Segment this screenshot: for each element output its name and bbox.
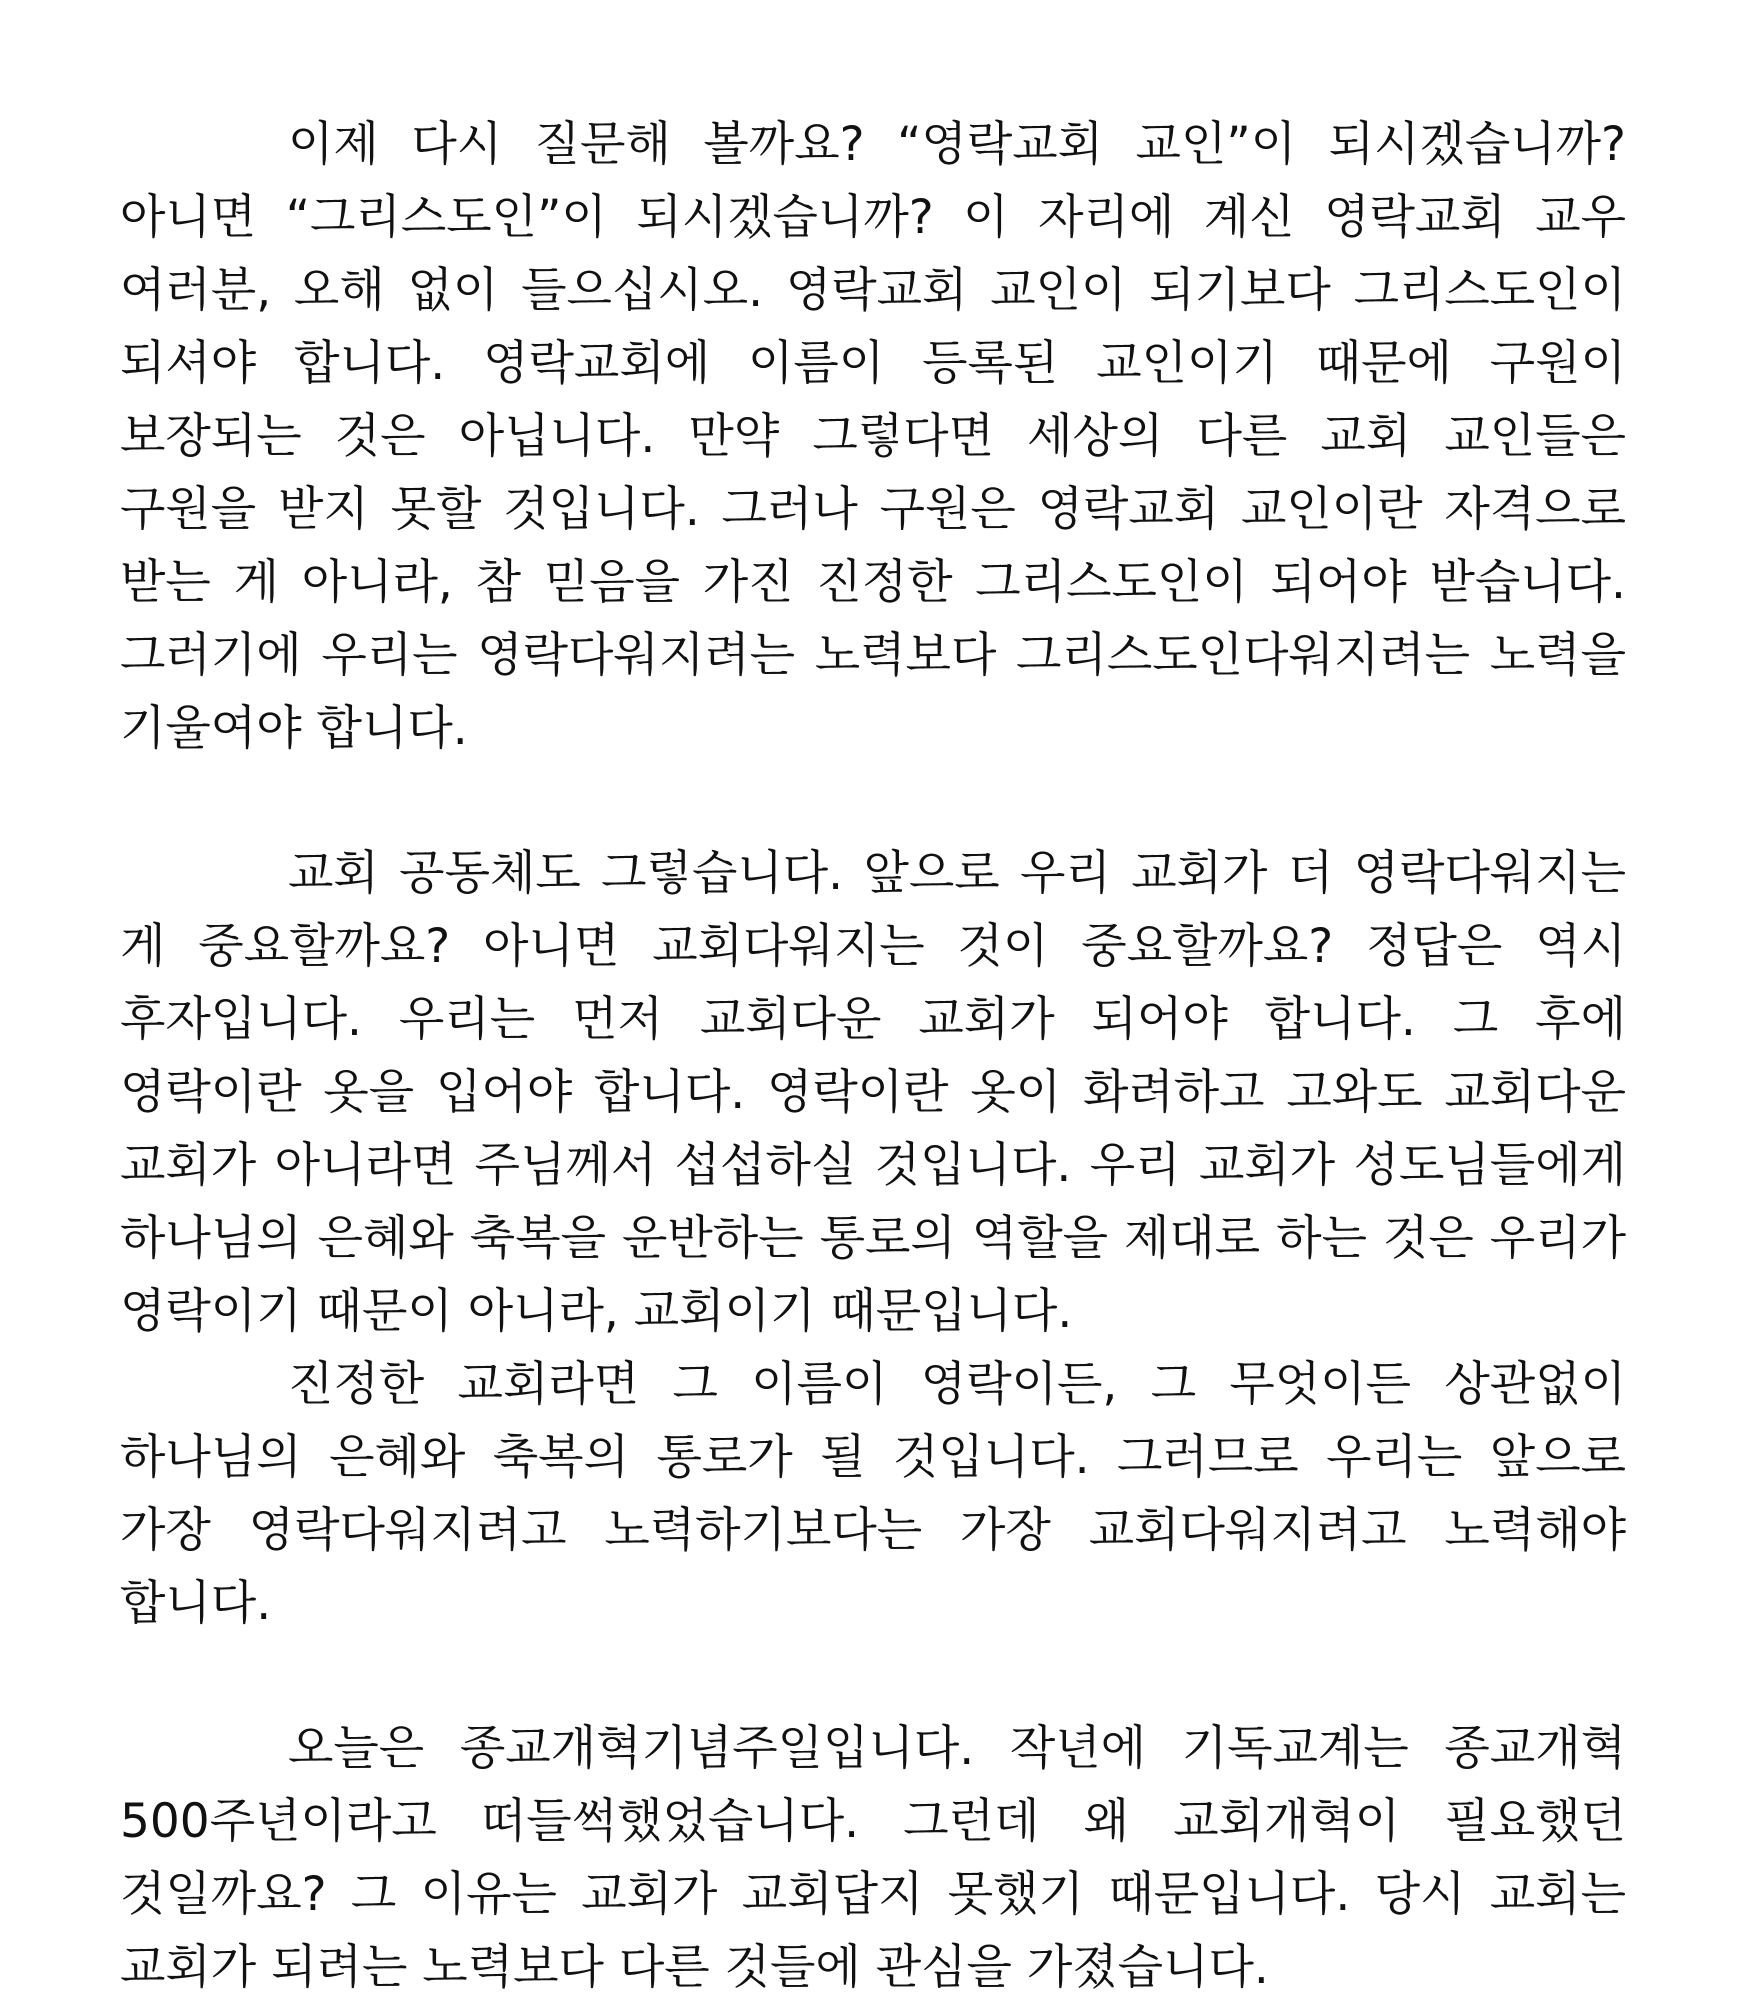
paragraph-true-church: 진정한 교회라면 그 이름이 영락이든, 그 무엇이든 상관없이 하나님의 은혜와 축복의 통로가 될 것입니다. 그러므로 우리는 앞으로 가장 영락다워지려고 노력하기보다는 가장 교회다워지려고 노력해야 합니다. <box>120 1357 1626 1631</box>
paragraph-identity: 이제 다시 질문해 볼까요? “영락교회 교인”이 되시겠습니까? 아니면 “그리스도인”이 되시겠습니까? 이 자리에 계신 영락교회 교우 여러분, 오해 없이 들으십시오. 영락교회 교인이 되기보다 그리스도인이 되셔야 합니다. 영락교회에 이름이 등록된 교인이기 때문에 구원이 보장되는 것은 아닙니다. 만약 그렇다면 세상의 다른 교회 교인들은 구원을 받지 못할 것입니다. 그러나 구원은 영락교회 교인이란 자격으로 받는 게 아니라, 참 믿음을 가진 진정한 그리스도인이 되어야 받습니다. 그러기에 우리는 영락다워지려는 노력보다 그리스도인다워지려는 노력을 기울여야 합니다. <box>120 117 1626 756</box>
document-page <box>120 108 1626 2004</box>
paragraph-church-community: 교회 공동체도 그렇습니다. 앞으로 우리 교회가 더 영락다워지는 게 중요할까요? 아니면 교회다워지는 것이 중요할까요? 정답은 역시 후자입니다. 우리는 먼저 교회다운 교회가 되어야 합니다. 그 후에 영락이란 옷을 입어야 합니다. 영락이란 옷이 화려하고 고와도 교회다운 교회가 아니라면 주님께서 섭섭하실 것입니다. 우리 교회가 성도님들에게 하나님의 은혜와 축복을 운반하는 통로의 역할을 제대로 하는 것은 우리가 영락이기 때문이 아니라, 교회이기 때문입니다. <box>120 846 1626 1339</box>
paragraph-reformation: 오늘은 종교개혁기념주일입니다. 작년에 기독교계는 종교개혁 500주년이라고 떠들썩했었습니다. 그런데 왜 교회개혁이 필요했던 것일까요? 그 이유는 교회가 교회답지 못했기 때문입니다. 당시 교회는 교회가 되려는 노력보다 다른 것들에 관심을 가졌습니다. <box>120 1721 1626 1995</box>
